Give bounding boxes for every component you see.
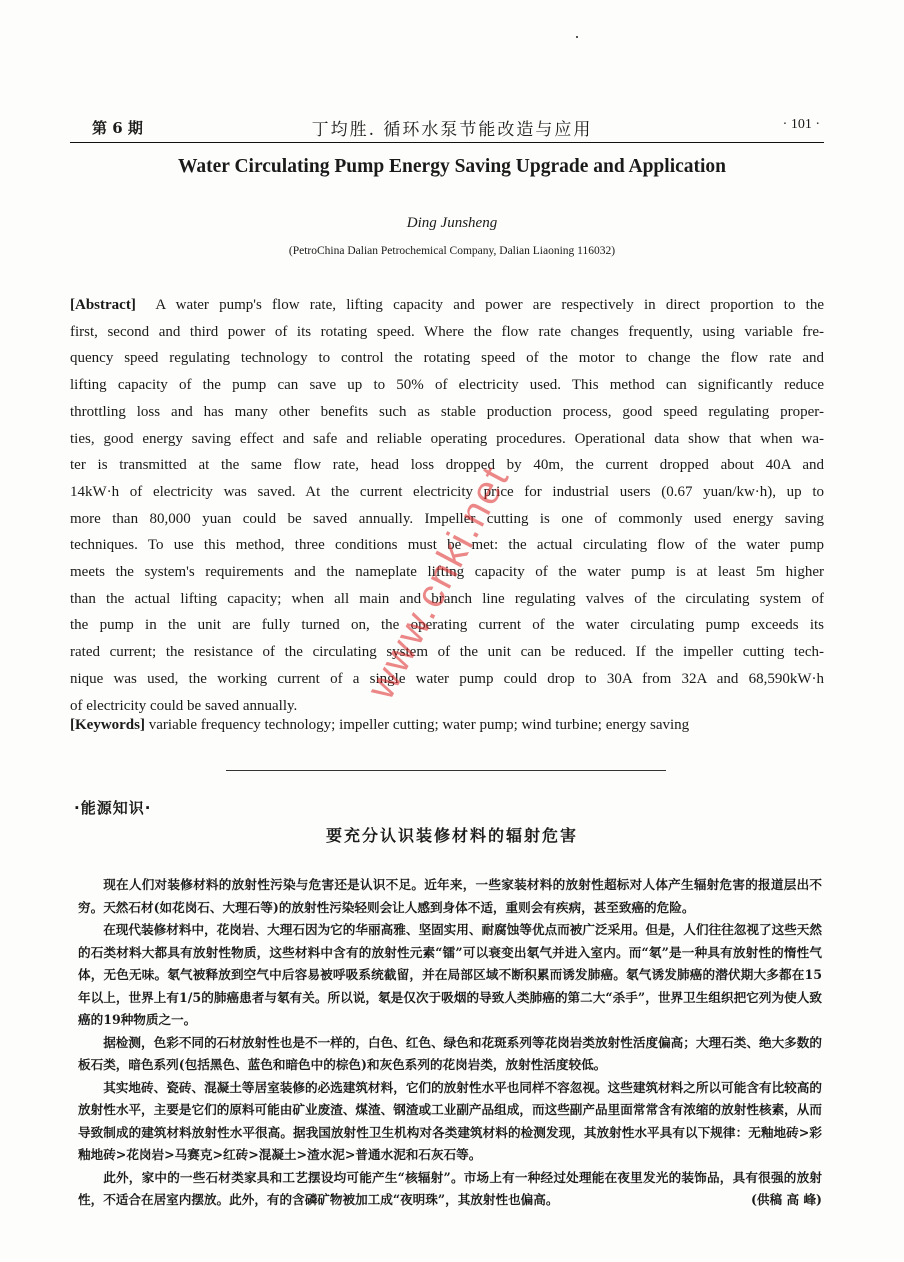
body-paragraph: 其实地砖、瓷砖、混凝土等居室装修的必选建筑材料，它们的放射性水平也同样不容忽视。这些建筑材料之所以可能含有比较高的放射性水平，主要是它们的原料可能由矿业废渣、煤渣、钢渣或工业副产品组成，而这些副产品里面常常含有浓缩的放射性核素，从而导致制成的建筑材料放射性水平很高。据我国放射性卫生机构对各类建筑材料的检测发现，其放射性水平具有以下规律：无釉地砖>彩釉地砖>花岗岩>马赛克>红砖>混凝土>渣水泥>普通水泥和石灰石等。 (78, 1079, 822, 1162)
abstract-line: meets the system's requirements and the nameplate lifting capacity of the water pump is at least 5m higher (70, 564, 824, 581)
abstract-label: [Abstract] (70, 297, 136, 313)
abstract-line: of electricity could be saved annually. (70, 697, 298, 714)
abstract-line: ties, good energy saving effect and safe and reliable operating procedures. Operational data show that when wa- (70, 430, 824, 447)
page-number: · 101 · (782, 117, 820, 132)
body-paragraph: 现在人们对装修材料的放射性污染与危害还是认识不足。近年来，一些家装材料的放射性超标对人体产生辐射危害的报道层出不穷。天然石材(如花岗石、大理石等)的放射性污染轻则会让人感到身体不适，重则会有疾病，甚至致癌的危险。 (78, 877, 822, 915)
abstract (70, 292, 824, 719)
header-rule (70, 142, 824, 143)
abstract-line: first, second and third power of its rotating speed. Where the flow rate changes frequently, using variable fre- (70, 323, 824, 340)
watermark: www.cnki.net (358, 458, 519, 707)
section-label: ·能源知识· (74, 799, 152, 817)
sidebar-article-title: 要充分认识装修材料的辐射危害 (325, 826, 578, 845)
section-divider (226, 770, 666, 771)
abstract-line: throttling loss and has many other benefits such as stable production process, good speed regulating proper- (70, 403, 824, 420)
abstract-line: than the actual lifting capacity; when all main and branch line regulating valves of the circulating system of (70, 590, 824, 607)
keywords (70, 717, 824, 734)
abstract-line: [Abstract] A water pump's flow rate, lifting capacity and power are respectively in direct proportion to the (70, 297, 824, 313)
abstract-line: rated current; the resistance of the circulating system of the unit can be reduced. If the impeller cutting tech- (70, 644, 824, 661)
running-title: 丁均胜. 循环水泵节能改造与应用 (311, 120, 593, 140)
article-credit: (供稿 高 峰) (750, 1192, 822, 1207)
abstract-line: quency speed regulating technology to control the rotating speed of the motor to change the flow rate and (70, 350, 824, 367)
abstract-line: techniques. To use this method, three conditions must be met: the actual circulating flow of the water pump (70, 537, 824, 554)
affiliation: (PetroChina Dalian Petrochemical Company, Dalian Liaoning 116032) (288, 245, 616, 257)
author: Ding Junsheng (406, 215, 498, 231)
keywords-label: [Keywords] (70, 717, 145, 733)
keywords-text: variable frequency technology; impeller cutting; water pump; wind turbine; energy saving (148, 717, 690, 733)
body-paragraph: 在现代装修材料中，花岗岩、大理石因为它的华丽高雅、坚固实用、耐腐蚀等优点而被广泛采用。但是，人们往往忽视了这些天然的石类材料大都具有放射性物质，这些材料中含有的放射性元素“镭”可以衰变出氡气并进入室内。而“氡”是一种具有放射性的惰性气体，无色无味。氡气被释放到空气中后容易被呼吸系统截留，并在局部区域不断积累而诱发肺癌。氡气诱发肺癌的潜伏期大多都在15年以上，世界上有1/5的肺癌患者与氡有关。所以说，氡是仅次于吸烟的导致人类肺癌的第二大“杀手”，世界卫生组织把它列为使人致癌的19种物质之一。 (78, 922, 822, 1027)
abstract-line: 14kW·h of electricity was saved. At the current electricity price for industrial users (0.67 yuan/kw·h), up to (70, 483, 824, 500)
abstract-line: ter is transmitted at the same flow rate, head loss dropped by 40m, the current dropped about 40A and (70, 457, 824, 474)
abstract-line: more than 80,000 yuan could be saved annually. Impeller cutting is one of commonly used energy saving (70, 510, 824, 527)
issue-number: 第 6 期 (92, 119, 143, 137)
article-title: Water Circulating Pump Energy Saving Upgrade and Application (177, 156, 727, 177)
sidebar-article-body (78, 874, 822, 1212)
abstract-line: nique was used, the working current of a single water pump could drop to 30A from 32A and 68,590kW·h (70, 670, 824, 687)
body-paragraph: 据检测，色彩不同的石材放射性也是不一样的，白色、红色、绿色和花斑系列等花岗岩类放射性活度偏高；大理石类、绝大多数的板石类，暗色系列(包括黑色、蓝色和暗色中的棕色)和灰色系列的花岗岩类，放射性活度较低。 (78, 1034, 822, 1072)
running-header (0, 113, 904, 139)
body-paragraph: 此外，家中的一些石材类家具和工艺摆设均可能产生“核辐射”。市场上有一种经过处理能在夜里发光的装饰品，具有很强的放射性，不适合在居室内摆放。此外，有的含磷矿物被加工成“夜明珠”，其放射性也偏高。 (供稿 高 峰) (78, 1167, 822, 1212)
abstract-line: lifting capacity of the pump can save up to 50% of electricity used. This method can significantly reduce (70, 377, 824, 394)
abstract-line: the pump in the unit are fully turned on, the operating current of the water circulating pump exceeds its (70, 617, 824, 634)
scan-speck (576, 36, 578, 38)
